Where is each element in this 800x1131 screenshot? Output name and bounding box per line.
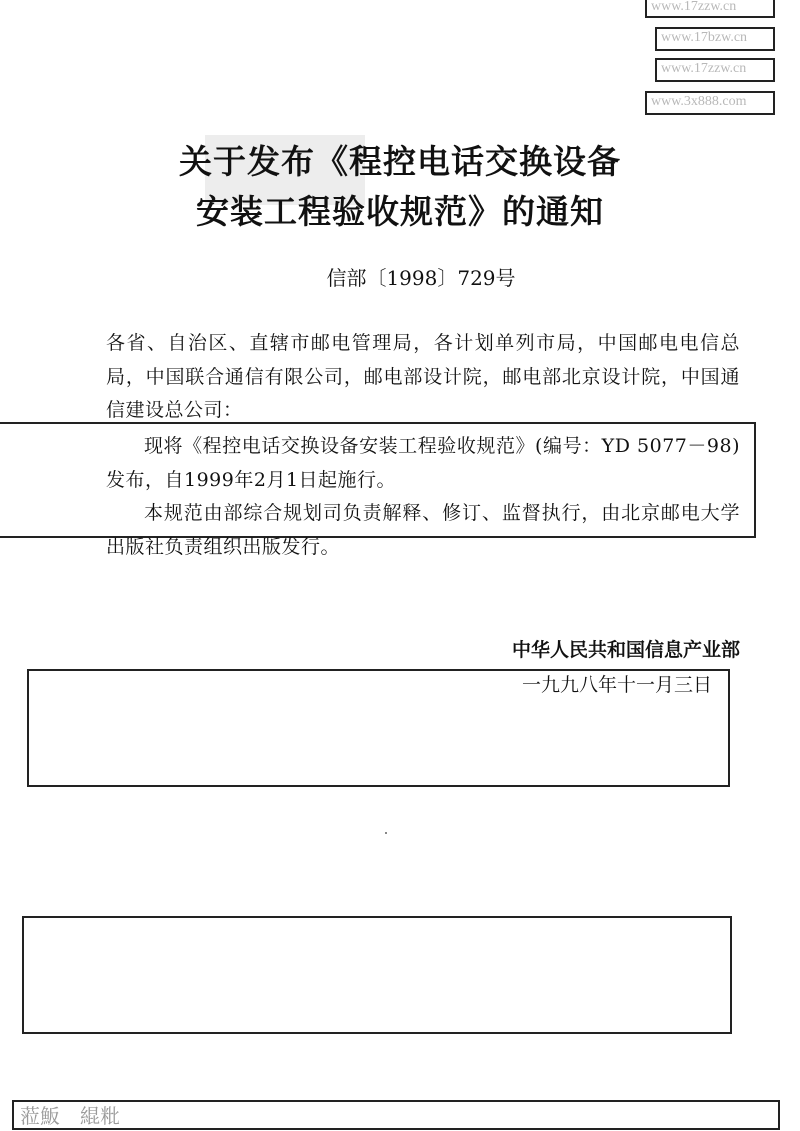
document-title-line-2: 安装工程验收规范》的通知: [196, 192, 604, 231]
issuing-organization: 中华人民共和国信息产业部: [511, 639, 740, 661]
speck: [385, 832, 387, 834]
watermark-box-4: www.3x888.com: [645, 91, 775, 115]
watermark-box-2: www.17bzw.cn: [655, 27, 775, 51]
document-title-line-1: 关于发布《程控电话交换设备: [179, 142, 621, 181]
issue-date: 一九九八年十一月三日: [521, 674, 712, 696]
responsibility-paragraph: 本规范由部综合规划司负责解释、修订、监督执行，由北京邮电大学出版社负责组织出版发行。: [106, 502, 740, 558]
announcement-paragraph: 现将《程控电话交换设备安装工程验收规范》(编号：YD 5077－98)发布，自1999年2月1日起施行。: [106, 435, 740, 491]
empty-frame-lower: [22, 916, 732, 1034]
watermark-box-1: www.17zzw.cn: [645, 0, 775, 18]
document-number: 信部〔1998〕729号: [326, 266, 516, 290]
empty-frame-upper: [27, 669, 730, 787]
footer-watermark-strip: 蒞魬 緄粃: [12, 1100, 780, 1130]
addressees-paragraph: 各省、自治区、直辖市邮电管理局，各计划单列市局，中国邮电电信总局，中国联合通信有限公司，邮电部设计院，邮电部北京设计院，中国通信建设总公司：: [106, 332, 740, 421]
watermark-box-3: www.17zzw.cn: [655, 58, 775, 82]
